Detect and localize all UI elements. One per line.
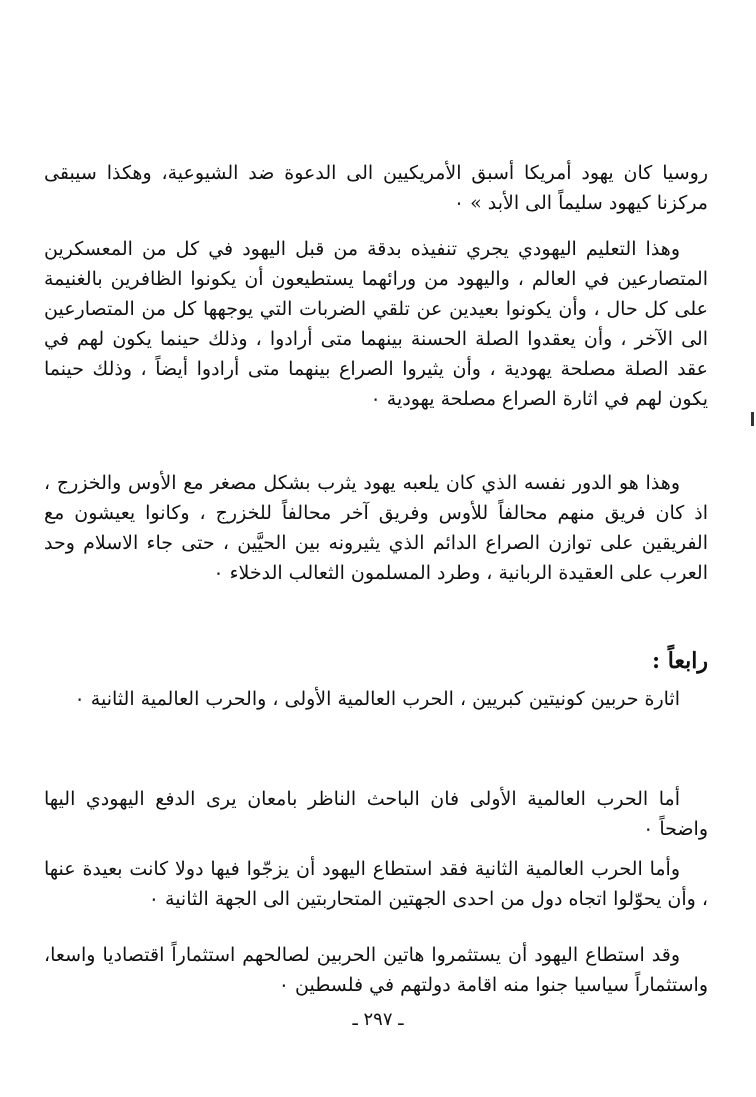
paragraph-two-world-wars: اثارة حربين كونيتين كبريين ، الحرب العالمية الأولى ، والحرب العالمية الثانية ٠: [74, 688, 680, 710]
paragraph-continuation: روسيا كان يهود أمريكا أسبق الأمريكيين الى الدعوة ضد الشيوعية، وهكذا سيبقى مركزنا كيهود سليماً الى الأبد » ٠: [44, 162, 708, 214]
paragraph-jewish-teaching: وهذا التعليم اليهودي يجري تنفيذه بدقة من قبل اليهود في كل من المعسكرين المتصارعين في العالم ، واليهود من ورائهما يستطيعون أن يكونوا الظافرين بالغنيمة على كل حال ، وأن يكونوا بعيدين عن تلقي الضربات التي يوجهها كل من المتصارعين الى الآخر ، وأن يعقدوا الصلة الحسنة بينهما متى أرادوا ، وذلك حينما يكون لهم في عقد الصلة مصلحة يهودية ، وأن يثيروا الصراع بينهما متى أرادوا أيضاً ، وذلك حينما يكون لهم في اثارة الصراع مصلحة يهودية ٠: [44, 238, 708, 410]
margin-mark: [751, 412, 754, 426]
section-heading-fourth: رابعاً :: [652, 648, 708, 674]
paragraph-second-world-war: وأما الحرب العالمية الثانية فقد استطاع اليهود أن يزجّوا فيها دولا كانت بعيدة عنها ، وأن يحوّلوا اتجاه دول من احدى الجهتين المتحاربتين الى الجهة الثانية ٠: [44, 858, 708, 910]
paragraph-yathrib-role: وهذا هو الدور نفسه الذي كان يلعبه يهود يثرب بشكل مصغر مع الأوس والخزرج ، اذ كان فريق منهم محالفاً للأوس وفريق آخر محالفاً للخزرج ، وكانوا يعيشون مع الفريقين على توازن الصراع الدائم الذي يثيرونه بين الحيَّين ، حتى جاء الاسلام وحد العرب على العقيدة الربانية ، وطرد المسلمون الثعالب الدخلاء ٠: [44, 472, 708, 584]
paragraph-first-world-war: أما الحرب العالمية الأولى فان الباحث الناظر بامعان يرى الدفع اليهودي اليها واضحاً ٠: [44, 788, 708, 840]
page-number: ـ ٢٩٧ ـ: [352, 1009, 404, 1030]
paragraph-exploitation: وقد استطاع اليهود أن يستثمروا هاتين الحربين لصالحهم استثماراً اقتصاديا واسعا، واستثماراً سياسيا جنوا منه اقامة دولتهم في فلسطين ٠: [44, 944, 708, 996]
